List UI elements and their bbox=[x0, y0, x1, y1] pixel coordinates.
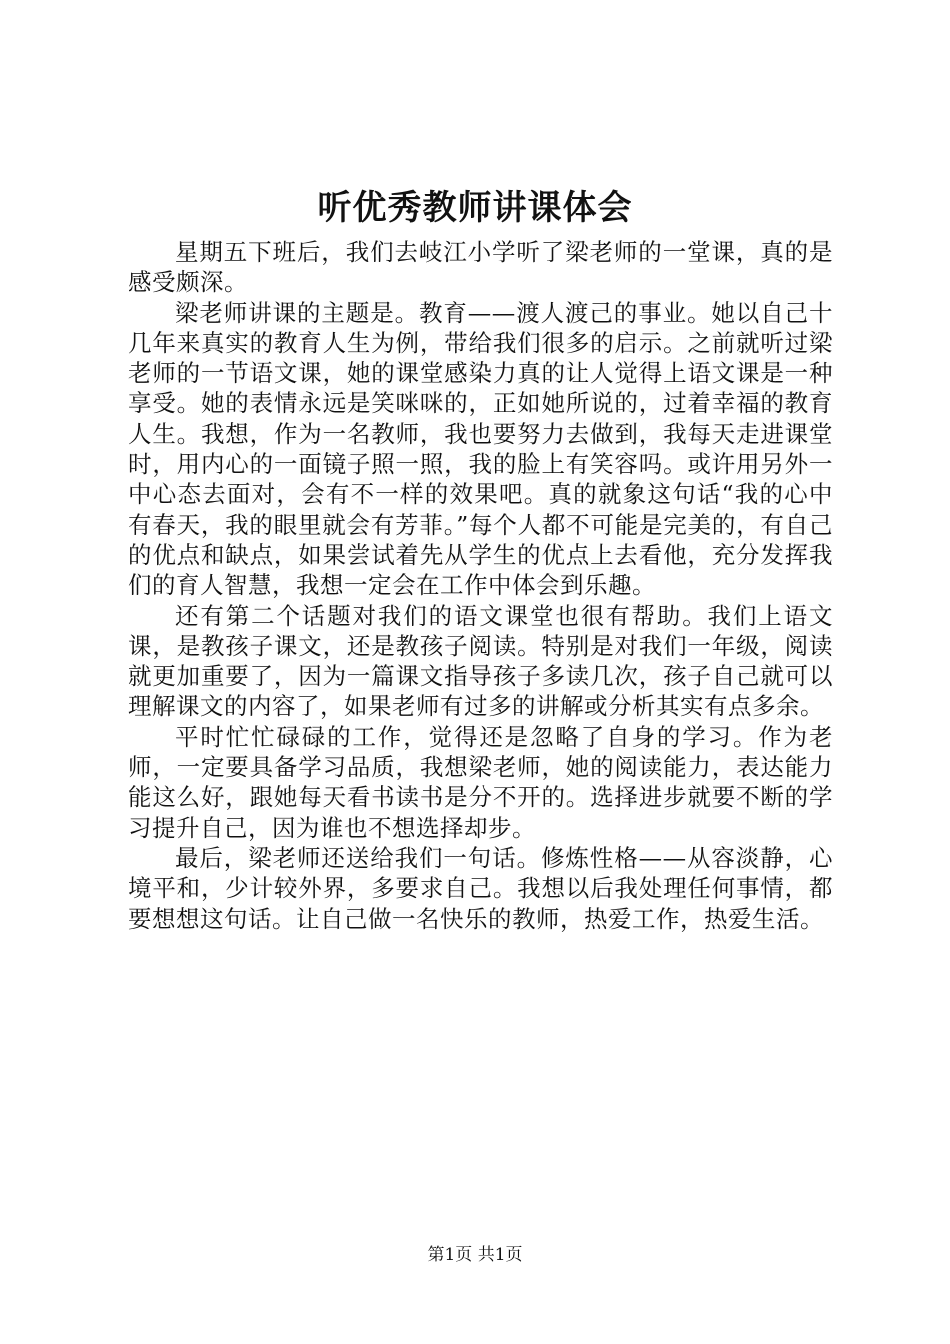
paragraph-4: 平时忙忙碌碌的工作，觉得还是忽略了自身的学习。作为老师，一定要具备学习品质，我想梁老师，她的阅读能力，表达能力能这么好，跟她每天看书读书是分不开的。选择进步就要不断的学习提升自己，因为谁也不想选择却步。 bbox=[128, 722, 833, 842]
paragraph-1: 星期五下班后，我们去岐江小学听了梁老师的一堂课，真的是感受颇深。 bbox=[128, 238, 833, 297]
document-body bbox=[128, 237, 833, 934]
paragraph-3: 还有第二个话题对我们的语文课堂也很有帮助。我们上语文课，是教孩子课文，还是教孩子阅读。特别是对我们一年级，阅读就更加重要了，因为一篇课文指导孩子多读几次，孩子自己就可以理解课文的内容了，如果老师有过多的讲解或分析其实有点多余。 bbox=[128, 601, 833, 721]
paragraph-2: 梁老师讲课的主题是。教育——渡人渡己的事业。她以自己十几年来真实的教育人生为例，带给我们很多的启示。之前就听过梁老师的一节语文课，她的课堂感染力真的让人觉得上语文课是一种享受。她的表情永远是笑咪咪的，正如她所说的，过着幸福的教育人生。我想，作为一名教师，我也要努力去做到，我每天走进课堂时，用内心的一面镜子照一照，我的脸上有笑容吗。或许用另外一中心态去面对，会有不一样的效果吧。真的就象这句话“我的心中有春天，我的眼里就会有芳菲。”每个人都不可能是完美的，有自己的优点和缺点，如果尝试着先从学生的优点上去看他，充分发挥我们的育人智慧，我想一定会在工作中体会到乐趣。 bbox=[128, 298, 833, 600]
page-number-footer: 第1页 共1页 bbox=[427, 1245, 523, 1265]
paragraph-5: 最后，梁老师还送给我们一句话。修炼性格——从容淡静，心境平和，少计较外界，多要求自己。我想以后我处理任何事情，都要想想这句话。让自己做一名快乐的教师，热爱工作，热爱生活。 bbox=[128, 843, 833, 933]
document-title: 听优秀教师讲课体会 bbox=[317, 188, 633, 228]
